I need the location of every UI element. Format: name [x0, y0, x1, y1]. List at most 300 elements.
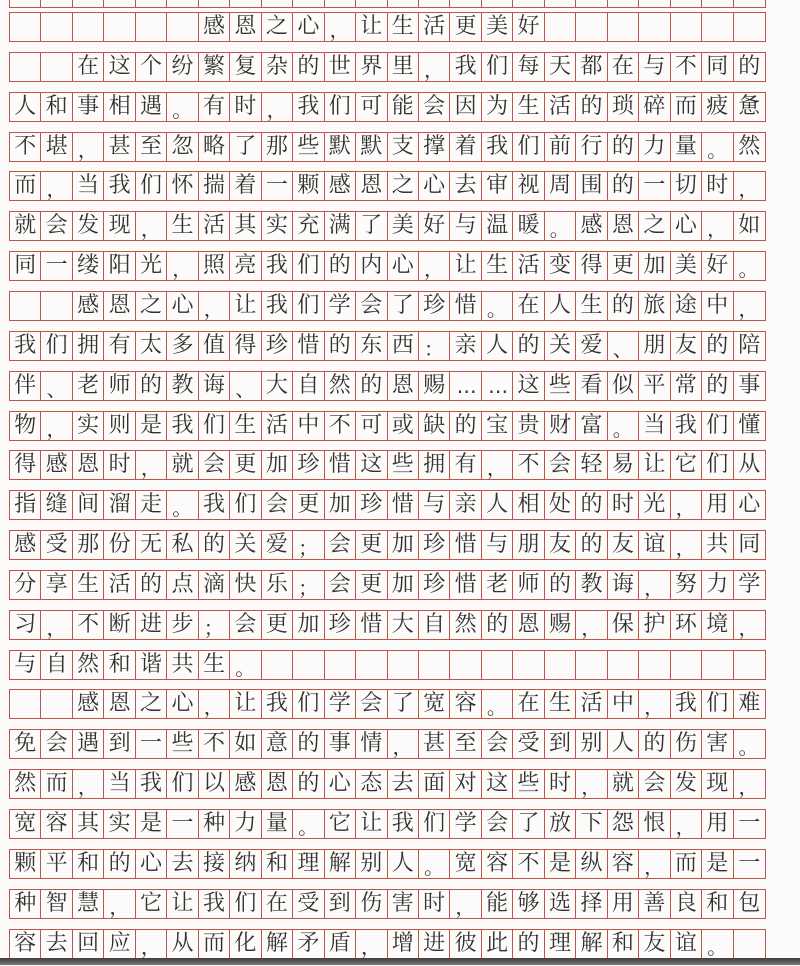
grid-cell	[356, 0, 387, 7]
grid-cell	[734, 651, 765, 679]
essay-text-row	[9, 132, 766, 162]
grid-cell: 事	[325, 730, 356, 758]
grid-cell: 力	[230, 810, 261, 838]
grid-cell: 富	[576, 412, 607, 440]
grid-cell: 有	[199, 93, 230, 121]
grid-cell: 同	[10, 252, 41, 280]
grid-cell: 恩	[262, 770, 293, 798]
grid-cell: 现	[104, 212, 135, 240]
grid-cell: 不	[671, 53, 702, 81]
grid-cell	[608, 0, 639, 7]
grid-cell: 在	[73, 53, 104, 81]
grid-cell: 活	[545, 93, 576, 121]
essay-text-row	[9, 809, 766, 839]
grid-cell: 这	[104, 53, 135, 81]
grid-cell: 满	[325, 212, 356, 240]
grid-cell: 伤	[671, 730, 702, 758]
grid-cell: 择	[576, 890, 607, 918]
grid-cell: 的	[325, 252, 356, 280]
grid-cell: 财	[545, 412, 576, 440]
grid-cell: 为	[482, 93, 513, 121]
grid-cell: 而	[671, 850, 702, 878]
grid-cell: 情	[356, 730, 387, 758]
grid-cell: 点	[167, 571, 198, 599]
grid-cell: 之	[639, 212, 670, 240]
grid-cell: 去	[167, 850, 198, 878]
grid-cell	[702, 0, 733, 7]
grid-cell: 心	[325, 770, 356, 798]
grid-cell: 老	[482, 571, 513, 599]
grid-cell: ，	[738, 177, 759, 201]
grid-cell: 美	[482, 13, 513, 41]
grid-cell	[262, 0, 293, 7]
grid-cell: 了	[230, 133, 261, 161]
grid-cell: 一	[167, 810, 198, 838]
grid-cell: 的	[576, 491, 607, 519]
grid-cell: 意	[262, 730, 293, 758]
grid-cell: 面	[419, 770, 450, 798]
grid-cell: ，	[639, 850, 670, 878]
grid-cell: 受	[41, 531, 72, 559]
grid-cell: 之	[136, 690, 167, 718]
grid-cell: 诲	[608, 571, 639, 599]
essay-text-row	[9, 450, 766, 480]
grid-cell: 默	[356, 133, 387, 161]
grid-cell: 生	[576, 292, 607, 320]
grid-cell: 。	[293, 810, 324, 838]
grid-cell: 珍	[293, 451, 324, 479]
grid-cell: 教	[576, 571, 607, 599]
grid-cell: 美	[388, 212, 419, 240]
grid-cell: 的	[513, 930, 544, 958]
grid-cell: 贵	[513, 412, 544, 440]
grid-cell: 一	[639, 172, 670, 200]
grid-cell	[734, 930, 765, 958]
grid-cell: 琐	[608, 93, 639, 121]
grid-cell: 活	[419, 13, 450, 41]
grid-cell: 对	[450, 770, 481, 798]
grid-cell: 学	[738, 571, 761, 597]
grid-cell: 力	[702, 571, 733, 599]
grid-cell: 而	[671, 93, 702, 121]
grid-cell: 爱	[576, 332, 607, 360]
grid-cell: 、	[230, 372, 261, 400]
grid-cell: 感	[10, 531, 41, 559]
grid-cell: 如	[230, 730, 261, 758]
grid-cell: 拥	[419, 451, 450, 479]
grid-cell: 到	[545, 730, 576, 758]
grid-cell: 易	[608, 451, 639, 479]
grid-cell: 们	[199, 412, 230, 440]
grid-cell: 的	[608, 292, 639, 320]
grid-cell: 的	[293, 53, 324, 81]
grid-cell: 不	[513, 451, 544, 479]
grid-cell: 、	[41, 372, 72, 400]
grid-cell: 这	[513, 372, 544, 400]
grid-cell: 东	[356, 332, 387, 360]
grid-cell: 更	[450, 13, 481, 41]
grid-cell: ，	[450, 890, 481, 918]
grid-cell: 当	[73, 172, 104, 200]
grid-cell: 事	[738, 372, 761, 398]
grid-cell: 害	[388, 890, 419, 918]
grid-cell: 难	[738, 691, 761, 717]
grid-cell: 恨	[639, 810, 670, 838]
grid-cell	[482, 651, 513, 679]
grid-cell: 则	[104, 412, 135, 440]
grid-cell: ，	[702, 212, 733, 240]
grid-cell: 别	[576, 730, 607, 758]
grid-cell: 了	[388, 292, 419, 320]
grid-cell	[41, 0, 72, 7]
grid-cell: 这	[482, 770, 513, 798]
grid-cell: 有	[450, 451, 481, 479]
grid-cell: 让	[356, 810, 387, 838]
grid-cell: 我	[167, 412, 198, 440]
grid-cell: 解	[262, 930, 293, 958]
grid-cell: 亮	[230, 252, 261, 280]
grid-cell: 更	[608, 252, 639, 280]
grid-cell: 会	[41, 212, 72, 240]
grid-cell: 溜	[104, 491, 135, 519]
grid-cell: 感	[199, 13, 230, 41]
grid-cell: 习	[10, 611, 41, 639]
grid-cell: 的	[482, 611, 513, 639]
grid-cell: 理	[545, 930, 576, 958]
grid-cell: 友	[671, 332, 702, 360]
grid-cell: 种	[199, 810, 230, 838]
grid-cell: 缺	[419, 412, 450, 440]
grid-cell: 其	[73, 810, 104, 838]
grid-cell: 人	[10, 93, 41, 121]
grid-cell: 关	[545, 332, 576, 360]
grid-cell: 复	[230, 53, 261, 81]
grid-cell: 的	[545, 571, 576, 599]
grid-cell: 让	[356, 13, 387, 41]
grid-cell: 。	[419, 850, 450, 878]
grid-cell: 从	[738, 452, 761, 478]
grid-cell: 的	[136, 372, 167, 400]
grid-cell: 友	[639, 930, 670, 958]
grid-cell: 们	[513, 133, 544, 161]
grid-cell	[671, 651, 702, 679]
grid-cell: 不	[10, 133, 41, 161]
grid-cell: 以	[199, 770, 230, 798]
grid-cell: 因	[450, 93, 481, 121]
grid-cell: ，	[199, 690, 230, 718]
grid-cell: ，	[199, 292, 230, 320]
grid-cell: 分	[10, 571, 41, 599]
grid-cell: 些	[293, 133, 324, 161]
grid-cell: 们	[702, 690, 733, 718]
grid-cell: 美	[671, 252, 702, 280]
grid-cell: 的	[293, 770, 324, 798]
grid-cell: 它	[671, 451, 702, 479]
grid-cell: 们	[293, 252, 324, 280]
grid-cell: 力	[639, 133, 670, 161]
grid-cell: 。	[482, 292, 513, 320]
grid-cell	[293, 651, 324, 679]
grid-cell: 学	[325, 292, 356, 320]
grid-cell: 光	[639, 491, 670, 519]
grid-cell: 与	[419, 491, 450, 519]
grid-cell: 增	[388, 930, 419, 958]
grid-cell: 让	[639, 451, 670, 479]
grid-cell: 缝	[41, 491, 72, 519]
grid-cell: 和	[262, 850, 293, 878]
essay-text-row	[9, 331, 766, 361]
grid-cell: 们	[702, 451, 733, 479]
grid-cell: 看	[576, 372, 607, 400]
grid-cell	[73, 0, 104, 7]
grid-cell: 会	[325, 531, 356, 559]
grid-cell: 老	[73, 372, 104, 400]
grid-cell: 们	[230, 890, 261, 918]
grid-cell: ，	[671, 531, 702, 559]
grid-cell: 的	[199, 531, 230, 559]
grid-cell	[356, 651, 387, 679]
grid-cell: 会	[545, 451, 576, 479]
grid-cell: ，	[671, 491, 702, 519]
grid-cell: 容	[482, 850, 513, 878]
grid-cell: 解	[576, 930, 607, 958]
grid-cell: 下	[576, 810, 607, 838]
grid-cell: 拥	[73, 332, 104, 360]
grid-cell: 谊	[639, 531, 670, 559]
grid-cell: 更	[356, 571, 387, 599]
grid-cell: 够	[513, 890, 544, 918]
grid-cell: …	[482, 372, 513, 400]
grid-cell: 更	[230, 451, 261, 479]
grid-cell	[10, 0, 41, 7]
grid-cell: 容	[450, 690, 481, 718]
essay-text-row	[9, 490, 766, 520]
grid-cell: 步	[167, 611, 198, 639]
grid-cell: ，	[41, 412, 72, 440]
grid-cell: 多	[167, 332, 198, 360]
grid-cell	[639, 651, 670, 679]
grid-cell	[702, 13, 733, 41]
grid-cell: 们	[293, 292, 324, 320]
grid-cell: 颗	[10, 850, 41, 878]
grid-cell: 感	[41, 451, 72, 479]
essay-title-row	[9, 12, 766, 42]
grid-cell: 心	[136, 850, 167, 878]
grid-cell: 颗	[293, 172, 324, 200]
grid-cell: 感	[325, 172, 356, 200]
grid-cell: 可	[356, 412, 387, 440]
grid-cell: 和	[41, 93, 72, 121]
grid-cell: 着	[230, 172, 261, 200]
grid-cell: 私	[167, 531, 198, 559]
grid-cell: 碎	[639, 93, 670, 121]
grid-cell: 的	[104, 850, 135, 878]
grid-cell: 乐	[262, 571, 293, 599]
grid-cell: 量	[262, 810, 293, 838]
grid-cell	[671, 0, 702, 7]
grid-cell: 会	[482, 810, 513, 838]
grid-cell: 放	[545, 810, 576, 838]
grid-cell: 与	[482, 531, 513, 559]
grid-cell: 会	[482, 730, 513, 758]
grid-cell: 的	[639, 730, 670, 758]
grid-cell: ：	[419, 332, 450, 360]
grid-cell: 活	[199, 212, 230, 240]
grid-cell: 进	[136, 611, 167, 639]
grid-cell: 受	[293, 890, 324, 918]
grid-cell: 或	[388, 412, 419, 440]
grid-cell: 它	[136, 890, 167, 918]
grid-cell: 太	[136, 332, 167, 360]
grid-cell: 然	[450, 611, 481, 639]
grid-cell: 化	[230, 930, 261, 958]
grid-cell: 轻	[576, 451, 607, 479]
grid-cell: 了	[513, 810, 544, 838]
grid-cell: 加	[325, 491, 356, 519]
grid-cell: 中	[608, 690, 639, 718]
grid-cell: 途	[671, 292, 702, 320]
grid-cell: 生	[482, 252, 513, 280]
grid-cell: 珍	[356, 491, 387, 519]
grid-cell: 些	[545, 372, 576, 400]
grid-cell: 都	[576, 53, 607, 81]
grid-cell	[576, 651, 607, 679]
grid-cell: 了	[388, 690, 419, 718]
grid-cell: 们	[136, 172, 167, 200]
grid-cell: 爱	[262, 531, 293, 559]
grid-cell: 甚	[104, 133, 135, 161]
grid-cell: 然	[10, 770, 41, 798]
grid-cell: 行	[576, 133, 607, 161]
essay-text-row	[9, 52, 766, 82]
grid-cell: 围	[576, 172, 607, 200]
grid-cell: 略	[199, 133, 230, 161]
grid-cell: 然	[738, 133, 761, 159]
grid-cell: ，	[41, 172, 72, 200]
grid-cell: 宽	[10, 810, 41, 838]
grid-cell: 盾	[325, 930, 356, 958]
grid-cell: 断	[104, 611, 135, 639]
grid-cell: ，	[576, 770, 607, 798]
grid-cell: …	[450, 372, 481, 400]
grid-cell: 我	[199, 890, 230, 918]
grid-cell: 一	[738, 850, 761, 876]
grid-cell: 我	[388, 810, 419, 838]
grid-cell: 物	[10, 412, 41, 440]
grid-cell: 到	[104, 730, 135, 758]
grid-cell	[639, 13, 670, 41]
grid-cell: 感	[576, 212, 607, 240]
grid-cell: ，	[325, 13, 356, 41]
grid-cell: 忽	[167, 133, 198, 161]
grid-cell: 在	[513, 690, 544, 718]
grid-cell: 让	[167, 890, 198, 918]
grid-cell: 包	[738, 890, 761, 916]
grid-cell: 的	[356, 372, 387, 400]
grid-cell: 之	[262, 13, 293, 41]
grid-cell: 个	[136, 53, 167, 81]
grid-cell: 是	[136, 810, 167, 838]
grid-cell: 友	[545, 531, 576, 559]
grid-cell: 容	[608, 850, 639, 878]
grid-cell: 阳	[104, 252, 135, 280]
grid-cell: 理	[293, 850, 324, 878]
grid-cell: 的	[608, 172, 639, 200]
grid-cell: 们	[41, 332, 72, 360]
grid-cell: 伤	[356, 890, 387, 918]
grid-cell: 容	[10, 930, 41, 958]
grid-cell: 一	[262, 172, 293, 200]
grid-cell: 温	[482, 212, 513, 240]
grid-cell: 时	[230, 93, 261, 121]
grid-cell: 界	[356, 53, 387, 81]
grid-cell	[41, 292, 72, 320]
grid-cell: 恩	[104, 292, 135, 320]
grid-cell: 师	[513, 571, 544, 599]
grid-cell: 应	[104, 930, 135, 958]
grid-cell: 活	[104, 571, 135, 599]
grid-cell: 友	[608, 531, 639, 559]
grid-cell: 繁	[199, 53, 230, 81]
grid-cell: 的	[513, 332, 544, 360]
grid-rows-area	[9, 0, 766, 966]
grid-cell: ，	[671, 810, 702, 838]
grid-cell: 时	[608, 491, 639, 519]
grid-cell: 就	[167, 451, 198, 479]
grid-cell: 选	[545, 890, 576, 918]
grid-cell: 师	[104, 372, 135, 400]
grid-cell: 的	[136, 571, 167, 599]
grid-cell: 惜	[325, 451, 356, 479]
grid-cell	[136, 0, 167, 7]
grid-cell: 一	[136, 730, 167, 758]
grid-cell: 的	[293, 730, 324, 758]
grid-cell: 从	[167, 930, 198, 958]
grid-cell: 平	[41, 850, 72, 878]
grid-cell: ，	[738, 775, 759, 799]
grid-cell: 彼	[450, 930, 481, 958]
grid-cell: 陪	[738, 332, 761, 358]
grid-cell: 那	[73, 531, 104, 559]
grid-cell: 可	[356, 93, 387, 121]
grid-cell	[545, 0, 576, 7]
grid-cell: ，	[136, 212, 167, 240]
grid-cell: 良	[671, 890, 702, 918]
grid-cell: 纷	[167, 53, 198, 81]
grid-cell: ，	[738, 615, 759, 639]
grid-cell: 加	[388, 531, 419, 559]
grid-cell: 无	[136, 531, 167, 559]
grid-cell: 诲	[199, 372, 230, 400]
grid-cell: 让	[450, 252, 481, 280]
grid-cell: 的	[738, 53, 761, 79]
grid-cell: 至	[450, 730, 481, 758]
grid-cell: ，	[419, 252, 450, 280]
grid-cell: 让	[230, 292, 261, 320]
grid-cell: 会	[639, 770, 670, 798]
grid-cell: ，	[167, 252, 198, 280]
grid-cell: 惜	[450, 571, 481, 599]
grid-cell: 时	[104, 451, 135, 479]
grid-cell: 回	[73, 930, 104, 958]
grid-cell: 害	[702, 730, 733, 758]
essay-text-row	[9, 570, 766, 600]
grid-cell: 自	[293, 372, 324, 400]
grid-cell: 会	[325, 571, 356, 599]
grid-cell: 似	[608, 372, 639, 400]
grid-cell: 加	[639, 252, 670, 280]
grid-cell: 。	[608, 412, 639, 440]
